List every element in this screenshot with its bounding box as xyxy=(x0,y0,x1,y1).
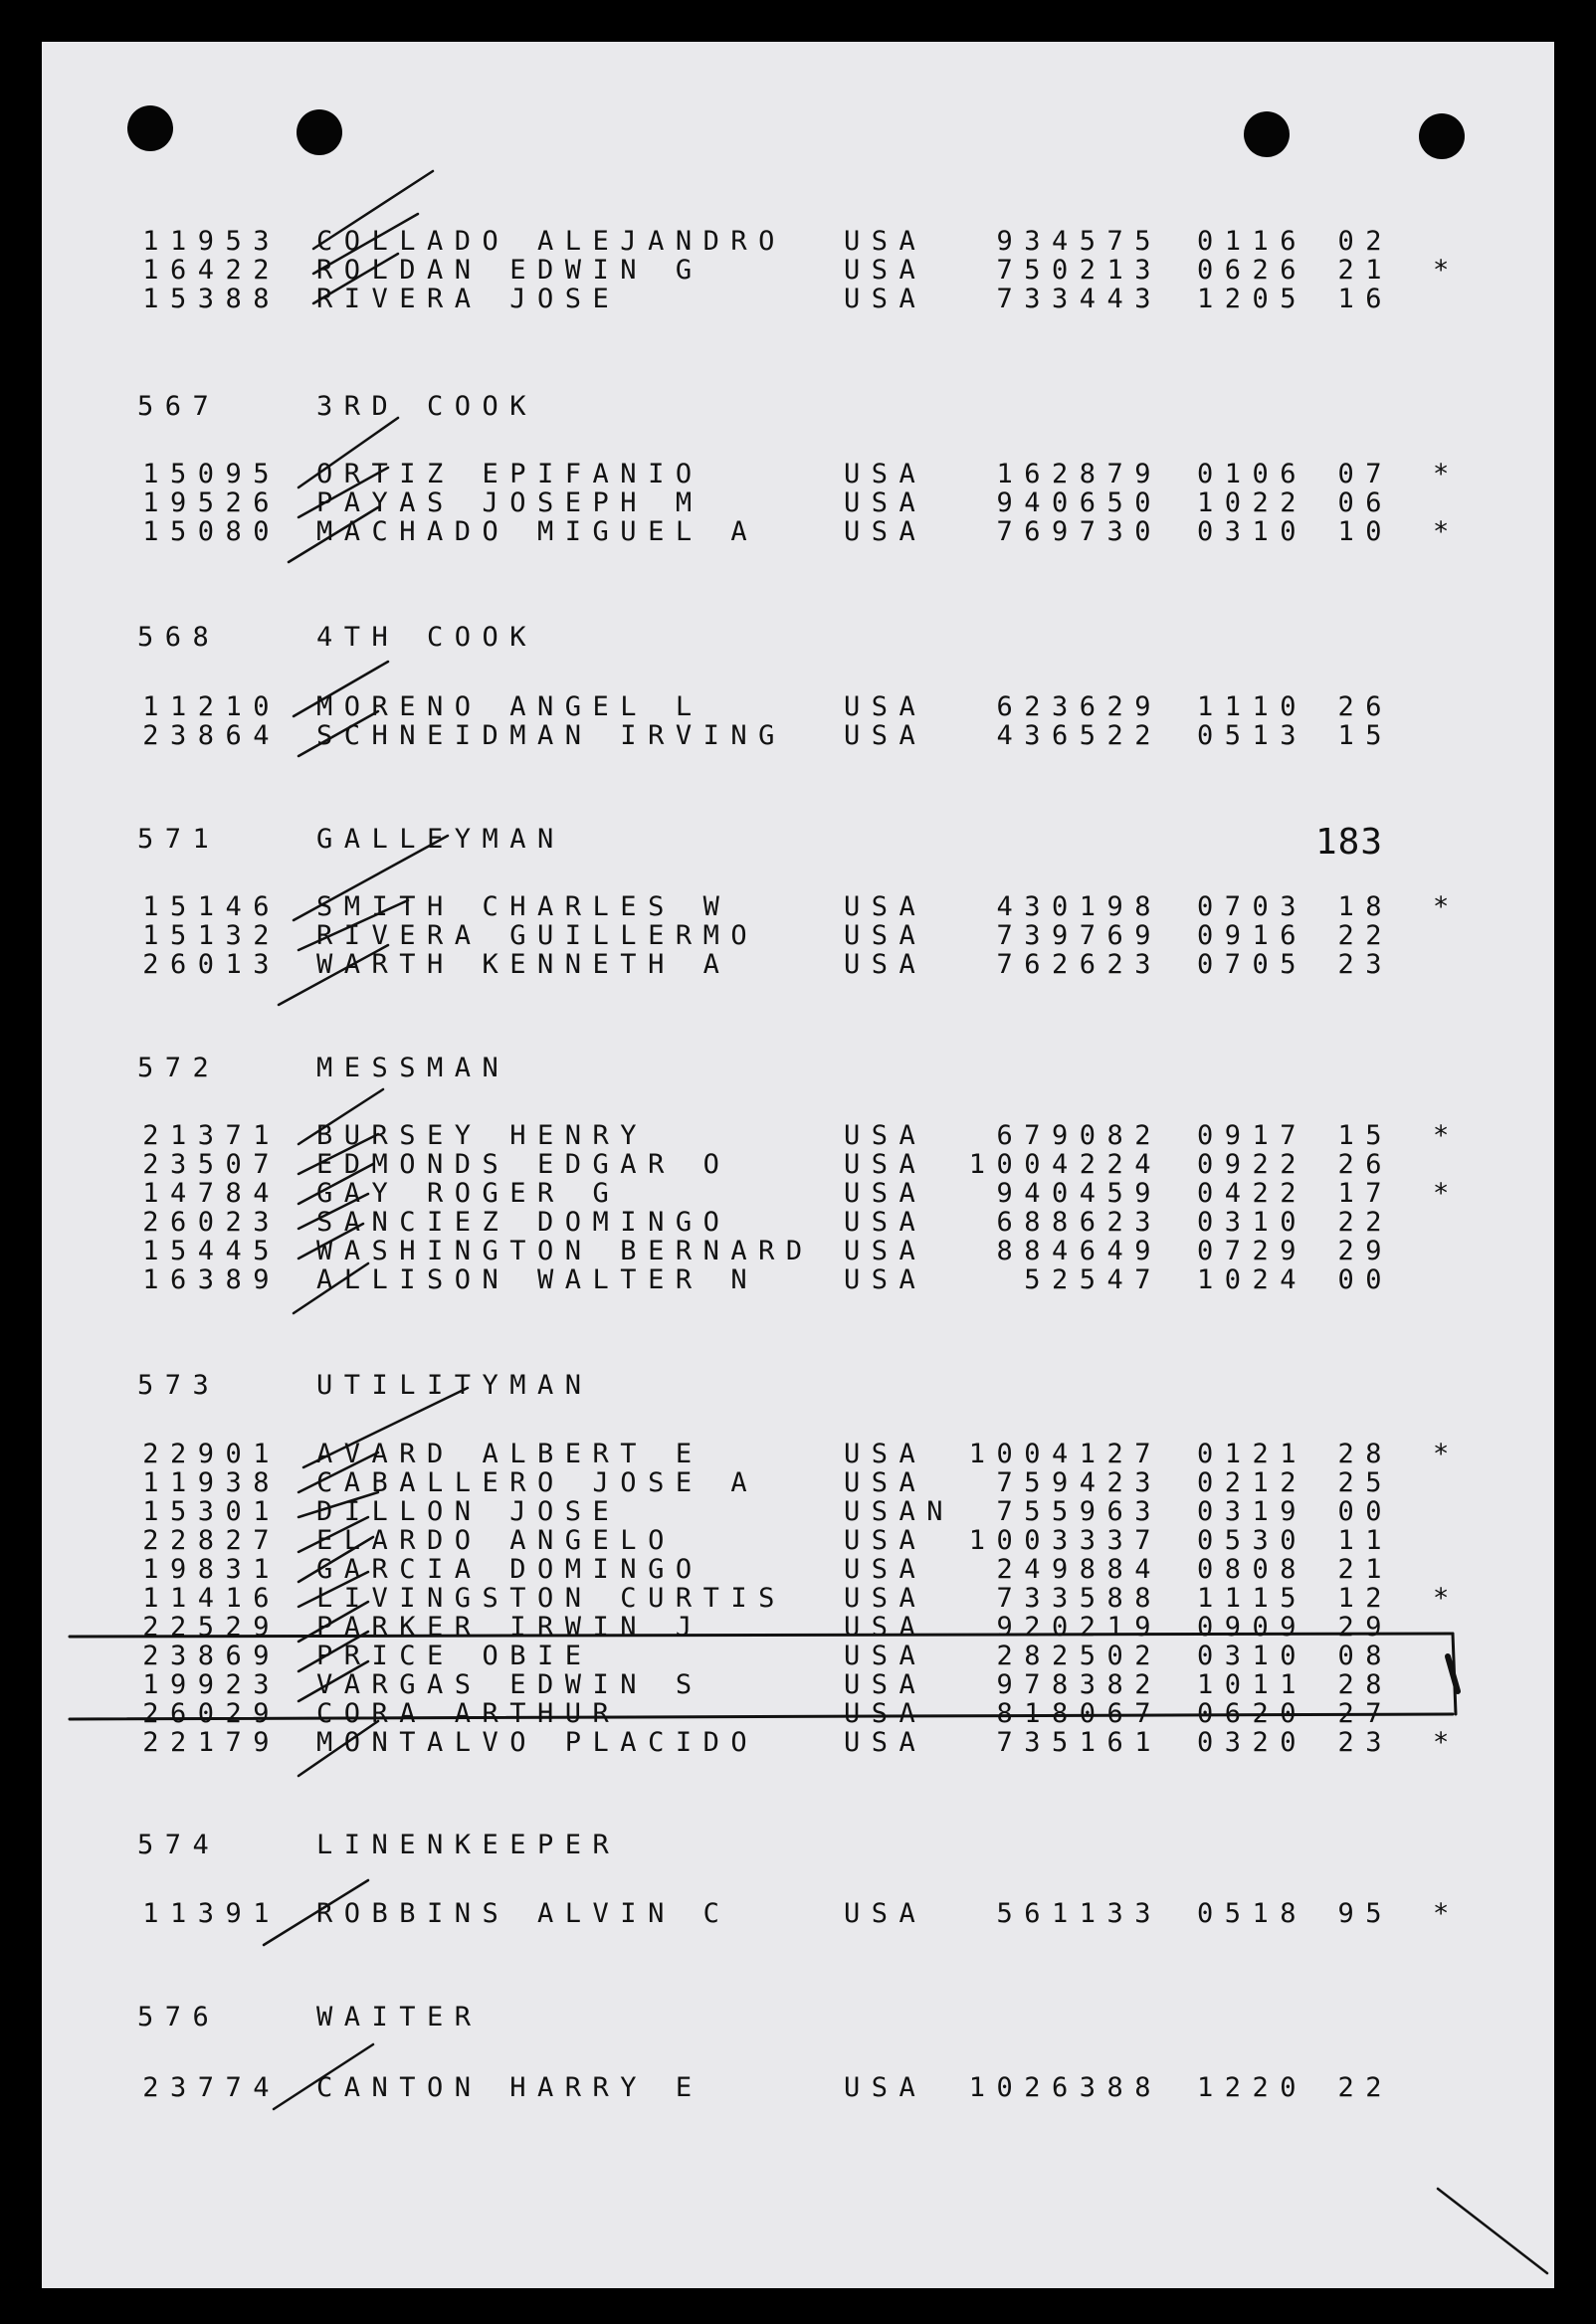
employee-number: 22901 xyxy=(142,1439,281,1469)
section-title: 4TH COOK xyxy=(316,622,538,653)
employee-number: 23774 xyxy=(142,2072,281,2103)
date-code: 0319 xyxy=(1196,1496,1307,1527)
date-code: 0320 xyxy=(1196,1727,1307,1758)
date-code: 1205 xyxy=(1196,284,1307,314)
employee-name: COLLADO ALEJANDRO xyxy=(316,226,786,257)
section-title: LINENKEEPER xyxy=(316,1830,621,1860)
reference-number: 561133 xyxy=(996,1898,1162,1929)
date-code: 0703 xyxy=(1196,891,1307,922)
class-code: 21 xyxy=(1337,255,1393,286)
class-code: 26 xyxy=(1337,691,1393,722)
class-code: 27 xyxy=(1337,1698,1393,1729)
employee-name: CABALLERO JOSE A xyxy=(316,1467,759,1498)
class-code: 18 xyxy=(1337,891,1393,922)
citizenship: USA xyxy=(844,1898,927,1929)
employee-name: SMITH CHARLES W xyxy=(316,891,731,922)
citizenship: USA xyxy=(844,284,927,314)
date-code: 0620 xyxy=(1196,1698,1307,1729)
citizenship: USA xyxy=(844,226,927,257)
employee-name: GAY ROGER G xyxy=(316,1178,621,1209)
punch-hole-2 xyxy=(297,109,342,155)
citizenship: USA xyxy=(844,891,927,922)
citizenship: USA xyxy=(844,1669,927,1700)
class-code: 29 xyxy=(1337,1236,1393,1266)
asterisk-marker: * xyxy=(1433,1439,1461,1469)
date-code: 1011 xyxy=(1196,1669,1307,1700)
employee-number: 19923 xyxy=(142,1669,281,1700)
employee-number: 26029 xyxy=(142,1698,281,1729)
employee-name: MORENO ANGEL L xyxy=(316,691,703,722)
employee-name: PAYAS JOSEPH M xyxy=(316,487,703,518)
date-code: 0121 xyxy=(1196,1439,1307,1469)
reference-number: 1026388 xyxy=(968,2072,1162,2103)
class-code: 28 xyxy=(1337,1439,1393,1469)
reference-number: 679082 xyxy=(996,1120,1162,1151)
date-code: 0310 xyxy=(1196,516,1307,547)
class-code: 02 xyxy=(1337,226,1393,257)
employee-name: LIVINGSTON CURTIS xyxy=(316,1583,786,1614)
reference-number: 978382 xyxy=(996,1669,1162,1700)
employee-name: EDMONDS EDGAR O xyxy=(316,1149,731,1180)
reference-number: 436522 xyxy=(996,720,1162,751)
citizenship: USA xyxy=(844,1525,927,1556)
class-code: 08 xyxy=(1337,1641,1393,1671)
citizenship: USA xyxy=(844,720,927,751)
class-code: 26 xyxy=(1337,1149,1393,1180)
class-code: 00 xyxy=(1337,1264,1393,1295)
employee-number: 15146 xyxy=(142,891,281,922)
employee-number: 23869 xyxy=(142,1641,281,1671)
employee-number: 26013 xyxy=(142,949,281,980)
employee-name: DILLON JOSE xyxy=(316,1496,621,1527)
class-code: 00 xyxy=(1337,1496,1393,1527)
employee-number: 16389 xyxy=(142,1264,281,1295)
section-code: 571 xyxy=(137,824,221,855)
citizenship: USA xyxy=(844,255,927,286)
citizenship: USA xyxy=(844,1698,927,1729)
employee-number: 15095 xyxy=(142,459,281,489)
employee-name: RIVERA GUILLERMO xyxy=(316,920,759,951)
employee-number: 21371 xyxy=(142,1120,281,1151)
citizenship: USA xyxy=(844,516,927,547)
class-code: 22 xyxy=(1337,1207,1393,1238)
citizenship: USA xyxy=(844,1612,927,1643)
asterisk-marker: * xyxy=(1433,1178,1461,1209)
class-code: 23 xyxy=(1337,949,1393,980)
reference-number: 940459 xyxy=(996,1178,1162,1209)
date-code: 0808 xyxy=(1196,1554,1307,1585)
date-code: 1110 xyxy=(1196,691,1307,722)
date-code: 0530 xyxy=(1196,1525,1307,1556)
employee-name: ROLDAN EDWIN G xyxy=(316,255,703,286)
reference-number: 162879 xyxy=(996,459,1162,489)
citizenship: USA xyxy=(844,691,927,722)
date-code: 0626 xyxy=(1196,255,1307,286)
employee-name: RIVERA JOSE xyxy=(316,284,621,314)
citizenship: USA xyxy=(844,1439,927,1469)
class-code: 17 xyxy=(1337,1178,1393,1209)
employee-number: 15132 xyxy=(142,920,281,951)
employee-name: ALLISON WALTER N xyxy=(316,1264,759,1295)
class-code: 07 xyxy=(1337,459,1393,489)
date-code: 1115 xyxy=(1196,1583,1307,1614)
class-code: 22 xyxy=(1337,2072,1393,2103)
employee-name: PRICE OBIE xyxy=(316,1641,593,1671)
citizenship: USA xyxy=(844,2072,927,2103)
class-code: 28 xyxy=(1337,1669,1393,1700)
employee-number: 16422 xyxy=(142,255,281,286)
section-title: WAITER xyxy=(316,2002,483,2033)
section-code: 568 xyxy=(137,622,221,653)
date-code: 0916 xyxy=(1196,920,1307,951)
employee-name: ELARDO ANGELO xyxy=(316,1525,676,1556)
class-code: 10 xyxy=(1337,516,1393,547)
punch-hole-3 xyxy=(1244,111,1290,157)
citizenship: USA xyxy=(844,487,927,518)
asterisk-marker: * xyxy=(1433,255,1461,286)
punch-hole-1 xyxy=(127,105,173,151)
class-code: 95 xyxy=(1337,1898,1393,1929)
section-title: 3RD COOK xyxy=(316,391,538,422)
employee-number: 22529 xyxy=(142,1612,281,1643)
reference-number: 733443 xyxy=(996,284,1162,314)
section-title: GALLEYMAN xyxy=(316,824,565,855)
date-code: 0922 xyxy=(1196,1149,1307,1180)
date-code: 0917 xyxy=(1196,1120,1307,1151)
reference-number: 430198 xyxy=(996,891,1162,922)
employee-name: BURSEY HENRY xyxy=(316,1120,649,1151)
employee-name: CANTON HARRY E xyxy=(316,2072,703,2103)
class-code: 23 xyxy=(1337,1727,1393,1758)
reference-number: 920219 xyxy=(996,1612,1162,1643)
date-code: 0729 xyxy=(1196,1236,1307,1266)
date-code: 0212 xyxy=(1196,1467,1307,1498)
citizenship: USA xyxy=(844,1641,927,1671)
date-code: 0705 xyxy=(1196,949,1307,980)
date-code: 0310 xyxy=(1196,1641,1307,1671)
employee-number: 15080 xyxy=(142,516,281,547)
date-code: 1022 xyxy=(1196,487,1307,518)
class-code: 29 xyxy=(1337,1612,1393,1643)
asterisk-marker: * xyxy=(1433,516,1461,547)
reference-number: 282502 xyxy=(996,1641,1162,1671)
citizenship: USA xyxy=(844,920,927,951)
citizenship: USA xyxy=(844,1207,927,1238)
reference-number: 1003337 xyxy=(968,1525,1162,1556)
class-code: 11 xyxy=(1337,1525,1393,1556)
citizenship: USA xyxy=(844,1120,927,1151)
date-code: 0116 xyxy=(1196,226,1307,257)
reference-number: 249884 xyxy=(996,1554,1162,1585)
employee-name: SANCIEZ DOMINGO xyxy=(316,1207,731,1238)
reference-number: 759423 xyxy=(996,1467,1162,1498)
asterisk-marker: * xyxy=(1433,1898,1461,1929)
citizenship: USA xyxy=(844,949,927,980)
class-code: 15 xyxy=(1337,1120,1393,1151)
asterisk-marker: * xyxy=(1433,459,1461,489)
reference-number: 755963 xyxy=(996,1496,1162,1527)
citizenship: USA xyxy=(844,459,927,489)
citizenship: USA xyxy=(844,1264,927,1295)
date-code: 0422 xyxy=(1196,1178,1307,1209)
employee-name: ORTIZ EPIFANIO xyxy=(316,459,703,489)
asterisk-marker: * xyxy=(1433,1120,1461,1151)
citizenship: USA xyxy=(844,1236,927,1266)
asterisk-marker: * xyxy=(1433,891,1461,922)
employee-name: GARCIA DOMINGO xyxy=(316,1554,703,1585)
section-code: 573 xyxy=(137,1370,221,1401)
section-title: UTILITYMAN xyxy=(316,1370,593,1401)
citizenship: USA xyxy=(844,1467,927,1498)
date-code: 0106 xyxy=(1196,459,1307,489)
employee-name: AVARD ALBERT E xyxy=(316,1439,703,1469)
employee-number: 22827 xyxy=(142,1525,281,1556)
employee-name: ROBBINS ALVIN C xyxy=(316,1898,731,1929)
employee-number: 19526 xyxy=(142,487,281,518)
date-code: 1220 xyxy=(1196,2072,1307,2103)
employee-number: 11391 xyxy=(142,1898,281,1929)
section-code: 576 xyxy=(137,2002,221,2033)
employee-number: 15388 xyxy=(142,284,281,314)
class-code: 15 xyxy=(1337,720,1393,751)
reference-number: 735161 xyxy=(996,1727,1162,1758)
section-code: 567 xyxy=(137,391,221,422)
section-code: 572 xyxy=(137,1053,221,1083)
asterisk-marker: * xyxy=(1433,1727,1461,1758)
employee-name: CORA ARTHUR xyxy=(316,1698,621,1729)
employee-name: SCHNEIDMAN IRVING xyxy=(316,720,786,751)
citizenship: USA xyxy=(844,1178,927,1209)
section-title: MESSMAN xyxy=(316,1053,510,1083)
reference-number: 739769 xyxy=(996,920,1162,951)
employee-number: 14784 xyxy=(142,1178,281,1209)
citizenship: USA xyxy=(844,1583,927,1614)
class-code: 16 xyxy=(1337,284,1393,314)
class-code: 22 xyxy=(1337,920,1393,951)
employee-number: 22179 xyxy=(142,1727,281,1758)
employee-number: 26023 xyxy=(142,1207,281,1238)
section-code: 574 xyxy=(137,1830,221,1860)
reference-number: 940650 xyxy=(996,487,1162,518)
reference-number: 818067 xyxy=(996,1698,1162,1729)
employee-number: 15445 xyxy=(142,1236,281,1266)
reference-number: 762623 xyxy=(996,949,1162,980)
reference-number: 1004224 xyxy=(968,1149,1162,1180)
employee-number: 11210 xyxy=(142,691,281,722)
employee-name: VARGAS EDWIN S xyxy=(316,1669,703,1700)
class-code: 21 xyxy=(1337,1554,1393,1585)
class-code: 25 xyxy=(1337,1467,1393,1498)
reference-number: 623629 xyxy=(996,691,1162,722)
class-code: 12 xyxy=(1337,1583,1393,1614)
page-number: 183 xyxy=(1315,822,1384,863)
reference-number: 52547 xyxy=(1024,1264,1162,1295)
reference-number: 769730 xyxy=(996,516,1162,547)
citizenship: USAN xyxy=(844,1496,955,1527)
date-code: 0518 xyxy=(1196,1898,1307,1929)
citizenship: USA xyxy=(844,1554,927,1585)
reference-number: 884649 xyxy=(996,1236,1162,1266)
employee-number: 23864 xyxy=(142,720,281,751)
citizenship: USA xyxy=(844,1727,927,1758)
employee-number: 23507 xyxy=(142,1149,281,1180)
reference-number: 750213 xyxy=(996,255,1162,286)
date-code: 0513 xyxy=(1196,720,1307,751)
class-code: 06 xyxy=(1337,487,1393,518)
employee-name: WASHINGTON BERNARD xyxy=(316,1236,814,1266)
employee-name: MONTALVO PLACIDO xyxy=(316,1727,759,1758)
employee-number: 11953 xyxy=(142,226,281,257)
punch-hole-4 xyxy=(1419,113,1465,159)
employee-number: 11416 xyxy=(142,1583,281,1614)
citizenship: USA xyxy=(844,1149,927,1180)
reference-number: 934575 xyxy=(996,226,1162,257)
reference-number: 688623 xyxy=(996,1207,1162,1238)
employee-name: PARKER IRWIN J xyxy=(316,1612,703,1643)
date-code: 0909 xyxy=(1196,1612,1307,1643)
employee-name: WARTH KENNETH A xyxy=(316,949,731,980)
employee-number: 11938 xyxy=(142,1467,281,1498)
asterisk-marker: * xyxy=(1433,1583,1461,1614)
reference-number: 733588 xyxy=(996,1583,1162,1614)
employee-number: 15301 xyxy=(142,1496,281,1527)
employee-number: 19831 xyxy=(142,1554,281,1585)
employee-name: MACHADO MIGUEL A xyxy=(316,516,759,547)
reference-number: 1004127 xyxy=(968,1439,1162,1469)
date-code: 0310 xyxy=(1196,1207,1307,1238)
date-code: 1024 xyxy=(1196,1264,1307,1295)
